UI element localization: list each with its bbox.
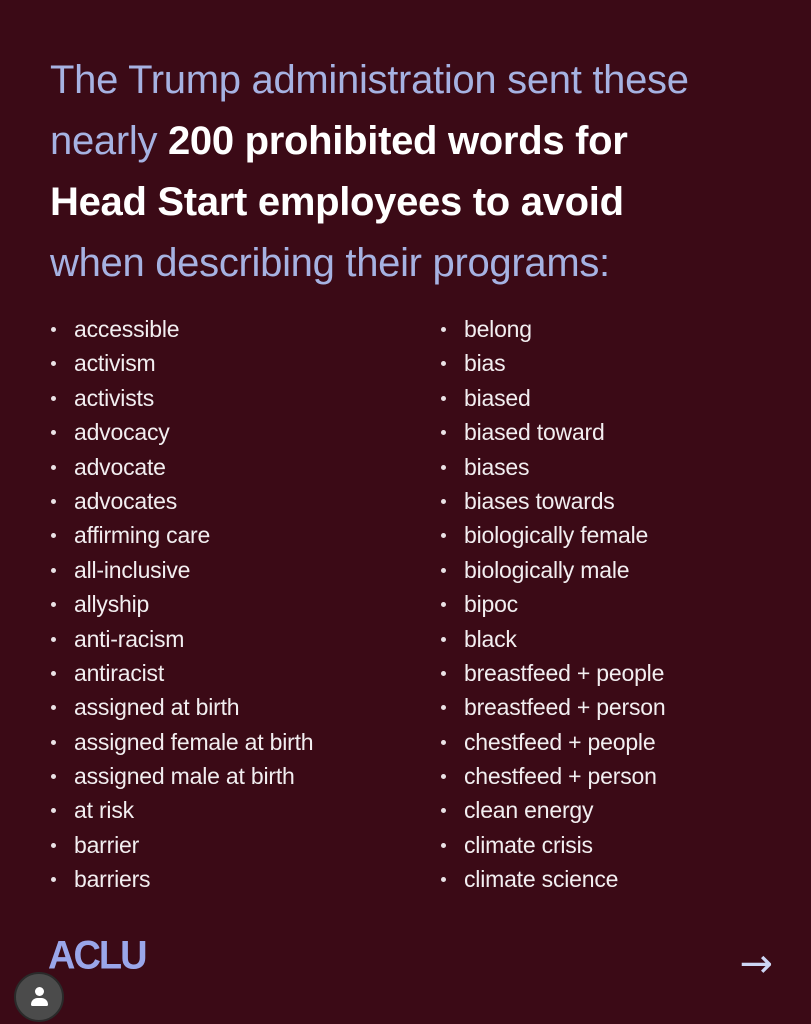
bullet-icon	[441, 499, 446, 504]
bullet-icon	[51, 361, 56, 366]
list-item-text: at risk	[74, 797, 134, 824]
word-list-right	[440, 312, 665, 897]
list-item-text: antiracist	[74, 659, 165, 686]
list-item	[440, 415, 665, 449]
bullet-icon	[441, 637, 446, 642]
list-item-text: allyship	[74, 591, 150, 618]
bullet-icon	[51, 774, 56, 779]
list-item-text: advocates	[74, 487, 178, 514]
list-item-text: climate science	[464, 866, 619, 893]
bullet-icon	[51, 533, 56, 538]
headline-line-2	[50, 111, 780, 172]
list-item-text: affirming care	[74, 522, 211, 549]
list-item	[50, 656, 313, 690]
list-item-text: climate crisis	[464, 831, 593, 858]
list-item-text: advocate	[74, 453, 166, 480]
list-item-text: breastfeed + people	[464, 659, 665, 686]
list-item-text: black	[464, 625, 517, 652]
list-item-text: activists	[74, 384, 154, 411]
arrow-right-icon[interactable]: →	[739, 941, 773, 987]
list-item	[440, 656, 665, 690]
list-item-text: advocacy	[74, 419, 170, 446]
list-item-text: bipoc	[464, 591, 518, 618]
list-item	[50, 312, 313, 346]
list-item	[50, 759, 313, 793]
bullet-icon	[441, 774, 446, 779]
list-item	[440, 862, 665, 896]
list-item-text: assigned female at birth	[74, 728, 314, 755]
bullet-icon	[441, 602, 446, 607]
word-list-left	[50, 312, 313, 897]
list-item	[50, 346, 313, 380]
list-item	[50, 553, 313, 587]
list-item	[440, 690, 665, 724]
bullet-icon	[51, 602, 56, 607]
list-item-text: biased	[464, 384, 531, 411]
bullet-icon	[441, 877, 446, 882]
bullet-icon	[51, 465, 56, 470]
list-item-text: biologically female	[464, 522, 649, 549]
list-item	[50, 381, 313, 415]
list-item	[50, 828, 313, 862]
bullet-icon	[441, 465, 446, 470]
bullet-icon	[441, 396, 446, 401]
list-item-text: biases towards	[464, 487, 615, 514]
list-item	[440, 381, 665, 415]
headline-line-3: Head Start employees to avoid	[50, 180, 624, 224]
avatar-body	[31, 998, 48, 1006]
list-item	[50, 587, 313, 621]
list-item-text: biased toward	[464, 419, 605, 446]
bullet-icon	[441, 808, 446, 813]
headline-line-1: The Trump administration sent these	[50, 58, 689, 102]
bullet-icon	[441, 740, 446, 745]
bullet-icon	[51, 877, 56, 882]
bullet-icon	[51, 499, 56, 504]
list-item-text: activism	[74, 350, 156, 377]
list-item	[440, 450, 665, 484]
bullet-icon	[51, 740, 56, 745]
list-item-text: biologically male	[464, 556, 630, 583]
list-item	[50, 793, 313, 827]
headline-line-2-bold: 200 prohibited words for	[167, 119, 628, 163]
list-item	[50, 690, 313, 724]
bullet-icon	[51, 705, 56, 710]
bullet-icon	[51, 637, 56, 642]
bullet-icon	[441, 533, 446, 538]
bullet-icon	[441, 568, 446, 573]
bullet-icon	[51, 396, 56, 401]
list-item	[50, 725, 313, 759]
list-item	[440, 725, 665, 759]
bullet-icon	[441, 327, 446, 332]
aclu-logo: ACLU	[48, 933, 146, 979]
bullet-icon	[441, 671, 446, 676]
headline-line-2-prefix: nearly	[50, 119, 158, 163]
list-item	[440, 828, 665, 862]
bullet-icon	[51, 671, 56, 676]
list-item-text: anti-racism	[74, 625, 185, 652]
list-item	[440, 622, 665, 656]
list-item-text: chestfeed + people	[464, 728, 656, 755]
list-item	[50, 415, 313, 449]
avatar-head	[35, 987, 44, 996]
list-item	[440, 346, 665, 380]
bullet-icon	[51, 327, 56, 332]
list-item	[440, 484, 665, 518]
bullet-icon	[441, 705, 446, 710]
list-item-text: assigned at birth	[74, 694, 240, 721]
headline-line-4: when describing their programs:	[50, 241, 610, 285]
list-item-text: breastfeed + person	[464, 694, 666, 721]
bullet-icon	[441, 430, 446, 435]
list-item	[440, 759, 665, 793]
list-item	[440, 518, 665, 552]
list-item-text: barrier	[74, 831, 140, 858]
bullet-icon	[51, 843, 56, 848]
list-item-text: accessible	[74, 316, 180, 342]
list-item-text: bias	[464, 350, 506, 377]
list-item-text: chestfeed + person	[464, 763, 657, 790]
headline	[50, 50, 780, 294]
list-item	[440, 587, 665, 621]
list-item	[440, 312, 665, 346]
bullet-icon	[51, 808, 56, 813]
list-item	[50, 518, 313, 552]
bullet-icon	[51, 568, 56, 573]
list-item-text: belong	[464, 316, 532, 342]
list-item	[440, 793, 665, 827]
list-item-text: barriers	[74, 866, 151, 893]
bullet-icon	[441, 843, 446, 848]
list-item-text: biases	[464, 453, 530, 480]
bullet-icon	[441, 361, 446, 366]
list-item-text: assigned male at birth	[74, 763, 295, 790]
list-item	[50, 862, 313, 896]
bullet-icon	[51, 430, 56, 435]
list-item	[50, 484, 313, 518]
list-item-text: clean energy	[464, 797, 594, 824]
user-avatar-icon[interactable]	[14, 972, 64, 1022]
list-item	[440, 553, 665, 587]
list-item-text: all-inclusive	[74, 556, 191, 583]
list-item	[50, 622, 313, 656]
list-item	[50, 450, 313, 484]
